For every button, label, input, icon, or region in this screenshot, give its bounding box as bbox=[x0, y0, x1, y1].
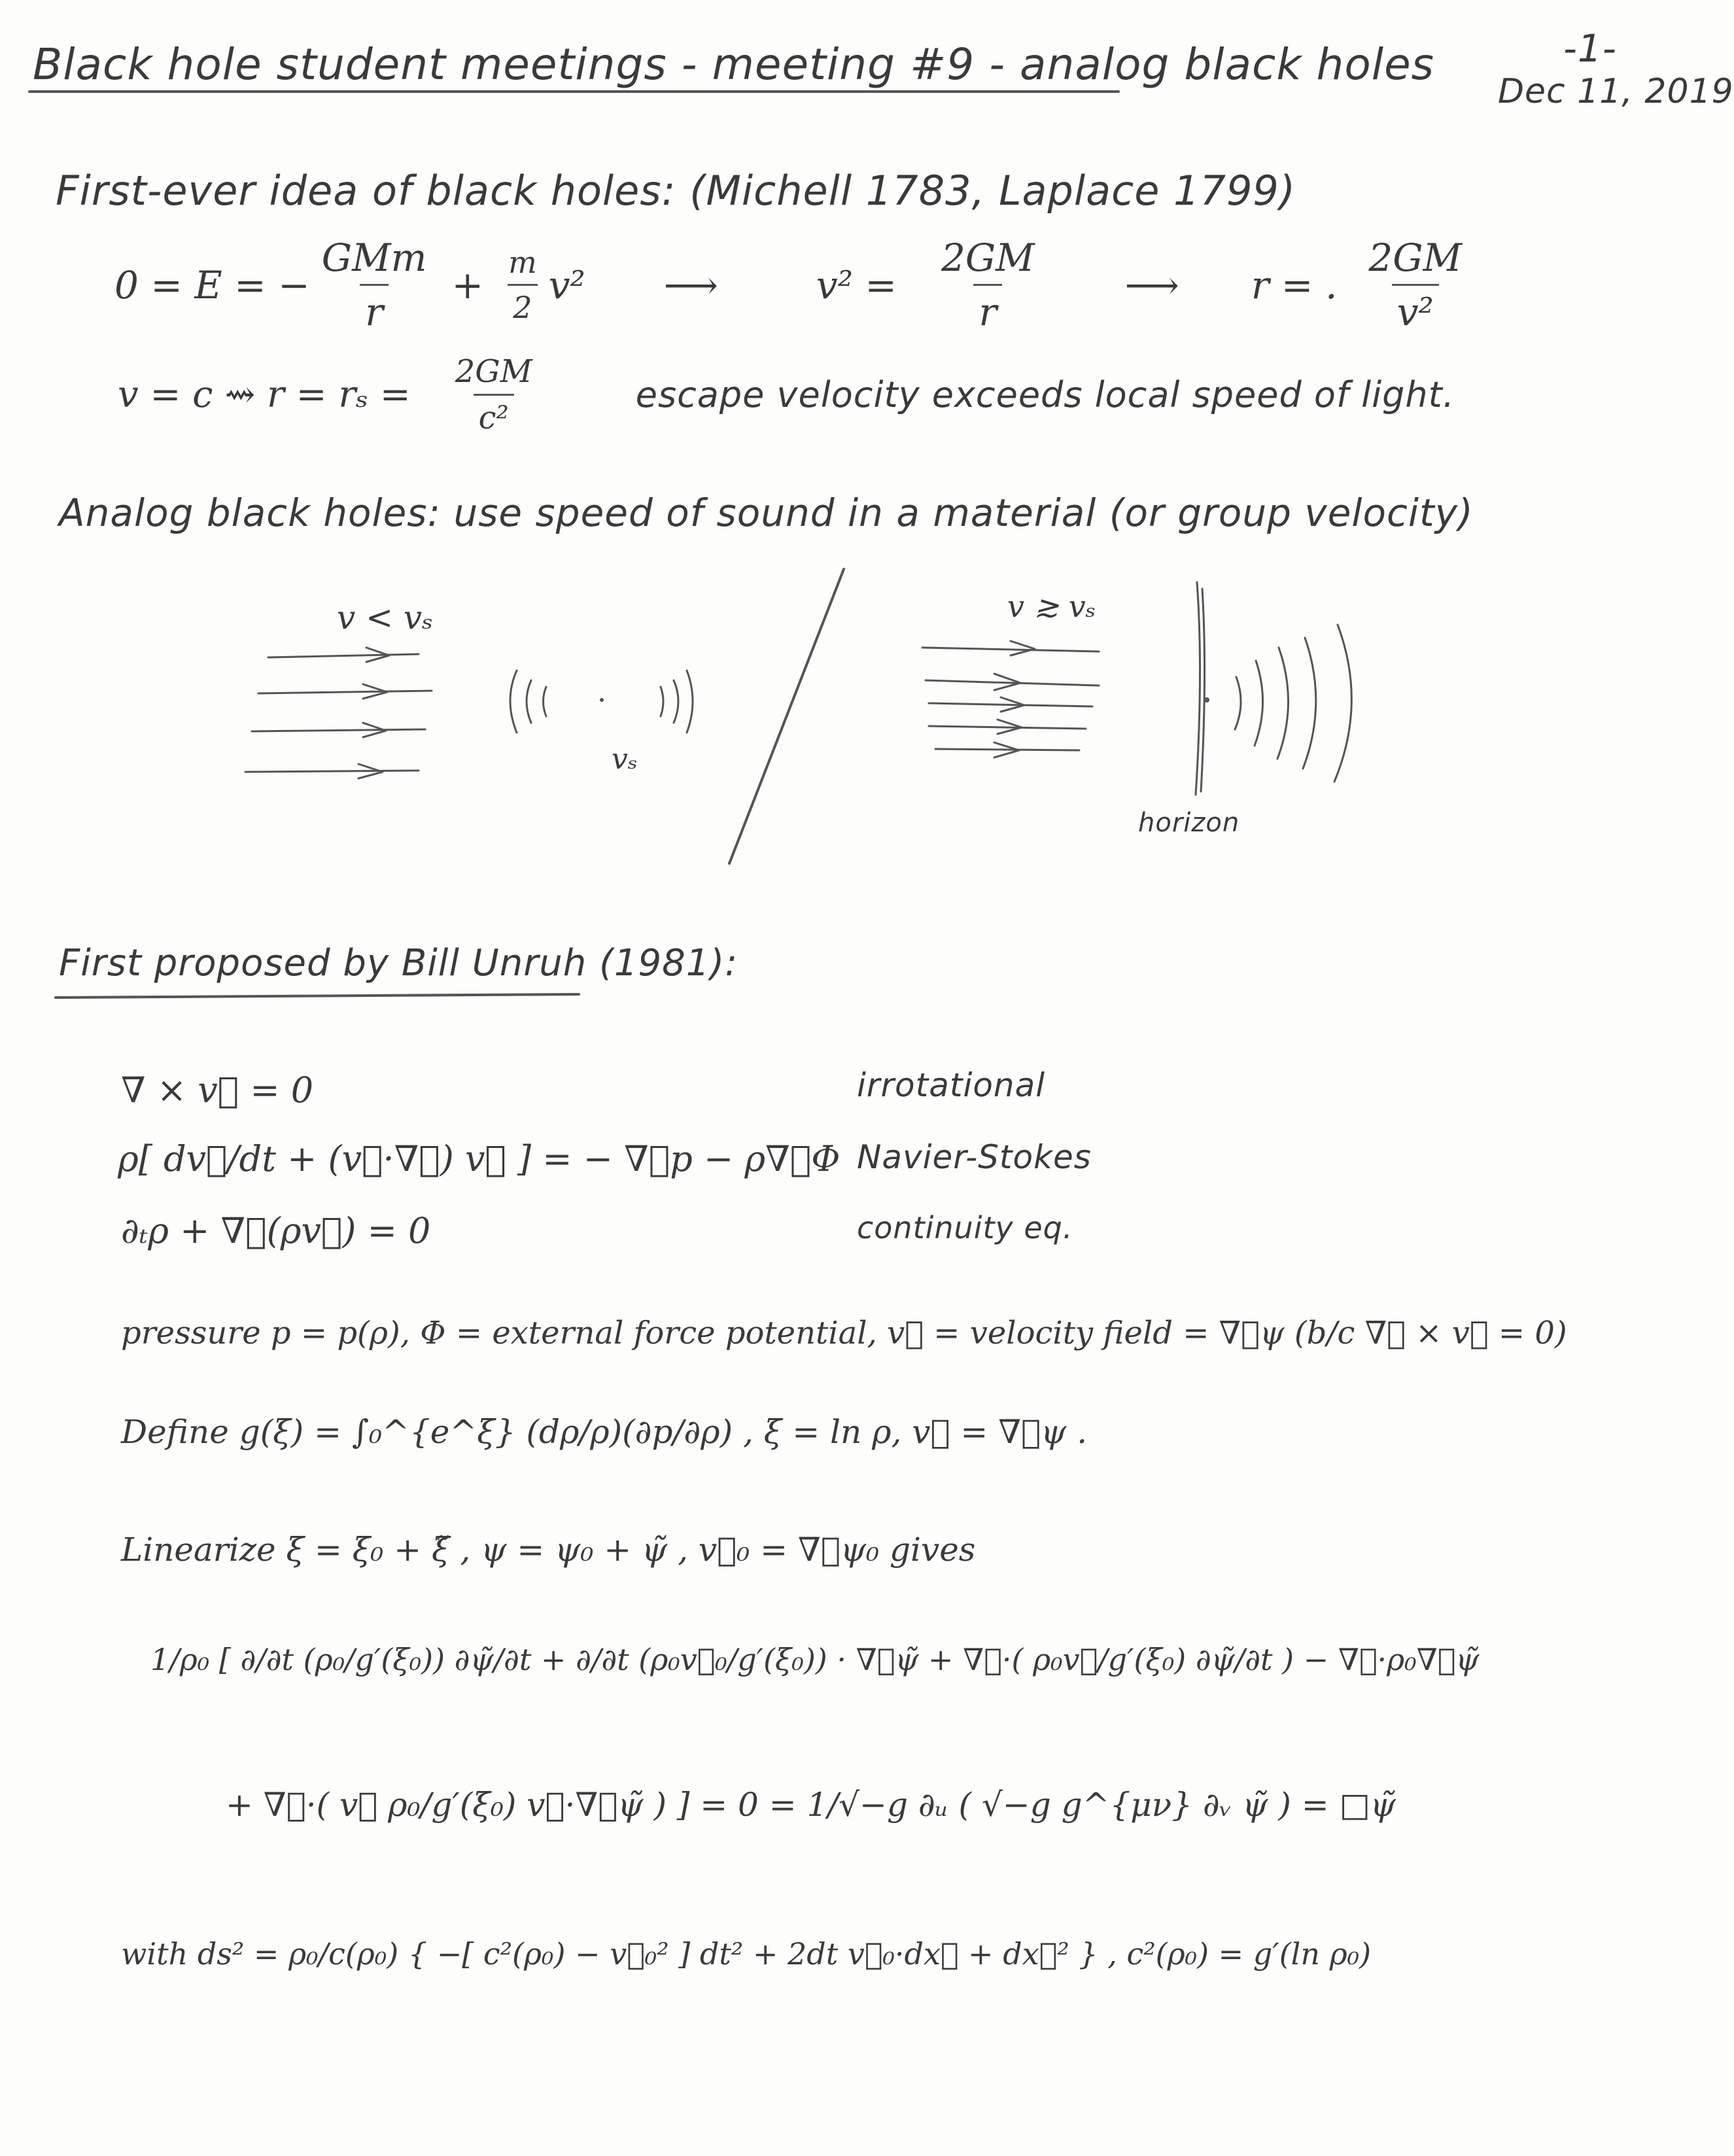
schwarzschild-lhs: v = c ⇝ r = rₛ = bbox=[118, 374, 411, 416]
navier-stokes-label: Navier-Stokes bbox=[857, 1138, 1092, 1176]
escape-note: escape velocity exceeds local speed of light. bbox=[635, 374, 1455, 415]
escape-energy-equation bbox=[114, 235, 1474, 334]
wave-equation-line-1: 1/ρ₀ [ ∂/∂t (ρ₀/g′(ξ₀)) ∂ψ̃/∂t + ∂/∂t (ρ₀v⃗₀/g′(ξ₀)) · ∇⃗ψ̃ + ∇⃗·( ρ₀v⃗/g′(ξ₀) ∂ψ̃/∂t ) − ∇⃗·ρ₀∇⃗ψ̃ bbox=[150, 1642, 1480, 1677]
page-number: -1- bbox=[1563, 26, 1617, 71]
r-eq: r = . bbox=[1251, 262, 1338, 307]
subsonic-flow-arrows bbox=[245, 648, 432, 778]
sound-wave-arcs-left bbox=[510, 670, 693, 733]
page-title: Black hole student meetings - meeting #9 - analog black holes bbox=[33, 39, 1435, 90]
arrow-1: ⟶ bbox=[663, 262, 718, 307]
horizon-label: horizon bbox=[1138, 808, 1240, 838]
schwarzschild-fraction: $\frac{2GM}{\text{c²}}$ bbox=[455, 353, 532, 436]
section3-underline bbox=[56, 994, 579, 998]
irrotational-label: irrotational bbox=[857, 1066, 1046, 1104]
acoustic-metric: with ds² = ρ₀/c(ρ₀) { −[ c²(ρ₀) − v⃗₀² ] dt² + 2dt v⃗₀·dx⃗ + dx⃗² } , c²(ρ₀) = g′(ln ρ₀) bbox=[121, 1936, 1372, 1972]
g-function-definition: Define g(ξ) = ∫₀^{e^ξ} (dρ/ρ)(∂p/∂ρ) , ξ = ln ρ, v⃗ = ∇⃗ψ . bbox=[121, 1413, 1088, 1451]
plus-sign: + bbox=[451, 262, 484, 307]
potential-fraction: $\frac{\text{GMm}}{r}$ bbox=[321, 235, 427, 334]
kinetic-fraction: $\frac{m}{2}$ bbox=[508, 245, 537, 325]
arrow-2: ⟶ bbox=[1124, 262, 1179, 307]
page-date: Dec 11, 2019 bbox=[1498, 72, 1734, 111]
horizon-line bbox=[1196, 582, 1209, 795]
supersonic-flow-arrows bbox=[922, 641, 1099, 757]
sound-speed-label: vₛ bbox=[612, 742, 638, 776]
continuity-equation: ∂ₜρ + ∇⃗(ρv⃗) = 0 bbox=[121, 1210, 431, 1251]
supersonic-label: v ≳ vₛ bbox=[1007, 589, 1096, 624]
v-squared-eq: v² = bbox=[816, 262, 897, 307]
continuity-label: continuity eq. bbox=[857, 1210, 1073, 1245]
section3-heading: First proposed by Bill Unruh (1981): bbox=[59, 942, 738, 984]
linearization-line: Linearize ξ = ξ₀ + ξ̃ , ψ = ψ₀ + ψ̃ , v⃗₀ = ∇⃗ψ₀ gives bbox=[121, 1531, 976, 1569]
irrotational-equation: ∇ × v⃗ = 0 bbox=[121, 1069, 314, 1111]
v-squared-fraction: $\frac{2GM}{r}$ bbox=[941, 235, 1035, 334]
v-squared: v² bbox=[548, 262, 585, 307]
pressure-definition: pressure p = p(ρ), Φ = external force potential, v⃗ = velocity field = ∇⃗ψ (b/c ∇⃗ × v⃗ = 0) bbox=[121, 1315, 1567, 1351]
wave-equation-line-2: + ∇⃗·( v⃗ ρ₀/g′(ξ₀) v⃗·∇⃗ψ̃ ) ] = 0 = 1/√−g ∂ᵤ ( √−g g^{μν} ∂ᵥ ψ̃ ) = □ψ̃ bbox=[226, 1786, 1396, 1824]
schwarzschild-equation bbox=[118, 353, 1455, 436]
navier-stokes-equation: ρ[ dv⃗/dt + (v⃗·∇⃗) v⃗ ] = − ∇⃗p − ρ∇⃗Φ bbox=[118, 1138, 841, 1179]
radius-fraction: $\frac{2GM}{\text{v²}}$ bbox=[1368, 235, 1463, 334]
subsonic-label: v < vₛ bbox=[337, 599, 434, 636]
section1-heading: First-ever idea of black holes: (Michell 1783, Laplace 1799) bbox=[56, 167, 1296, 215]
sound-wave-arcs-right bbox=[1235, 625, 1351, 782]
section2-heading: Analog black holes: use speed of sound in a material (or group velocity) bbox=[59, 491, 1474, 535]
divider-slash bbox=[729, 569, 844, 863]
energy-lhs: 0 = E = − bbox=[114, 262, 310, 307]
